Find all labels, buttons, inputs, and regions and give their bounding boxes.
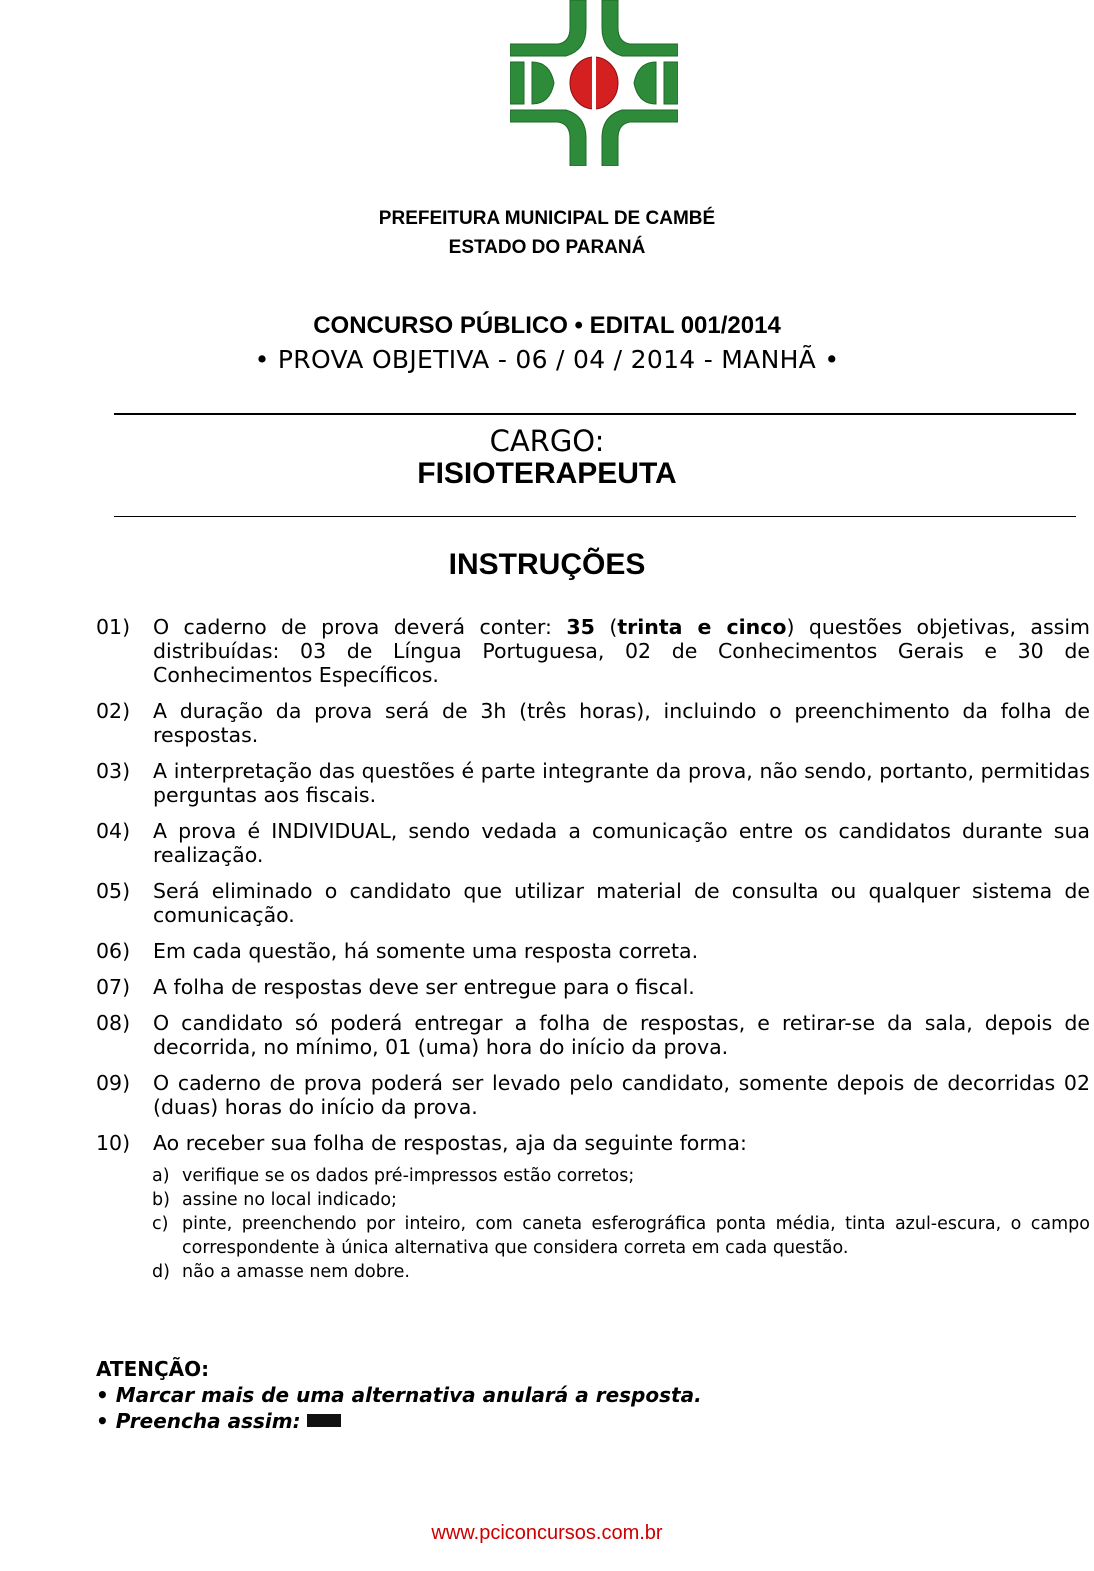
sub-item: b) assine no local indicado; xyxy=(152,1190,397,1210)
item-text: Em cada questão, há somente uma resposta correta. xyxy=(153,939,699,963)
item-text: O caderno de prova deverá conter: 35 (trinta e cinco) questões objetivas, assim distribuídas: 03 de Língua Portuguesa, 02 de Conhecimentos Gerais e 30 de Conhecimentos Específicos. xyxy=(153,615,1091,687)
list-item xyxy=(96,1131,1090,1155)
org-name: PREFEITURA MUNICIPAL DE CAMBÉ xyxy=(378,208,716,229)
divider-bottom xyxy=(114,516,1076,517)
exam-subtitle: • PROVA OBJETIVA - 06 / 04 / 2014 - MANHÃ • xyxy=(254,345,840,374)
footer-url[interactable]: www.pciconcursos.com.br xyxy=(431,1522,663,1544)
org-state: ESTADO DO PARANÁ xyxy=(448,237,646,258)
sub-item: d) não a amasse nem dobre. xyxy=(152,1262,410,1282)
list-item xyxy=(96,975,1090,999)
item-text: Será eliminado o candidato que utilizar material de consulta ou qualquer sistema de comunicação. xyxy=(153,879,1090,927)
sub-item: a) verifique se os dados pré-impressos estão corretos; xyxy=(152,1166,635,1186)
item-number: 05) xyxy=(96,879,131,903)
item-number: 09) xyxy=(96,1071,131,1095)
list-item xyxy=(96,615,1090,687)
prefeitura-logo xyxy=(510,0,678,166)
item-number: 02) xyxy=(96,699,131,723)
list-item xyxy=(96,879,1090,927)
answer-sheet-steps xyxy=(152,1164,1090,1284)
item-number: 06) xyxy=(96,939,131,963)
attention-line: • Preencha assim: xyxy=(96,1408,702,1434)
list-item xyxy=(96,939,1090,963)
attention-block xyxy=(96,1356,702,1434)
item-number: 01) xyxy=(96,615,131,639)
list-item xyxy=(96,819,1090,867)
filled-bubble-example xyxy=(307,1414,341,1427)
list-item xyxy=(96,1071,1090,1119)
item-number: 10) xyxy=(96,1131,131,1155)
divider-top xyxy=(114,413,1076,415)
cargo-value: FISIOTERAPEUTA xyxy=(417,457,677,490)
item-text: A duração da prova será de 3h (três horas), incluindo o preenchimento da folha de respostas. xyxy=(153,699,1090,747)
item-text: Ao receber sua folha de respostas, aja da seguinte forma: xyxy=(153,1131,747,1155)
item-number: 04) xyxy=(96,819,131,843)
item-number: 08) xyxy=(96,1011,131,1035)
exam-title: CONCURSO PÚBLICO • EDITAL 001/2014 xyxy=(313,312,781,339)
list-item xyxy=(96,699,1090,747)
item-text: A prova é INDIVIDUAL, sendo vedada a comunicação entre os candidatos durante sua realização. xyxy=(153,819,1090,867)
attention-title: ATENÇÃO: xyxy=(96,1357,210,1381)
instructions-list xyxy=(96,615,1090,1167)
item-text: O caderno de prova poderá ser levado pelo candidato, somente depois de decorridas 02 (duas) horas do início da prova. xyxy=(153,1071,1090,1119)
sub-item: c) pinte, preenchendo por inteiro, com caneta esferográfica ponta média, tinta azul-escura, o campo correspondente à única alternativa que considera correta em cada questão. xyxy=(152,1214,1090,1258)
cargo-label: CARGO: xyxy=(489,424,605,458)
item-number: 07) xyxy=(96,975,131,999)
instructions-title: INSTRUÇÕES xyxy=(448,548,646,581)
list-item xyxy=(96,759,1090,807)
item-text: O candidato só poderá entregar a folha de respostas, e retirar-se da sala, depois de decorrida, no mínimo, 01 (uma) hora do início da prova. xyxy=(153,1011,1090,1059)
list-item xyxy=(96,1011,1090,1059)
item-text: A interpretação das questões é parte integrante da prova, não sendo, portanto, permitidas perguntas aos fiscais. xyxy=(153,759,1090,807)
item-text: A folha de respostas deve ser entregue para o fiscal. xyxy=(153,975,695,999)
attention-line: • Marcar mais de uma alternativa anulará a resposta. xyxy=(96,1383,702,1407)
item-number: 03) xyxy=(96,759,131,783)
